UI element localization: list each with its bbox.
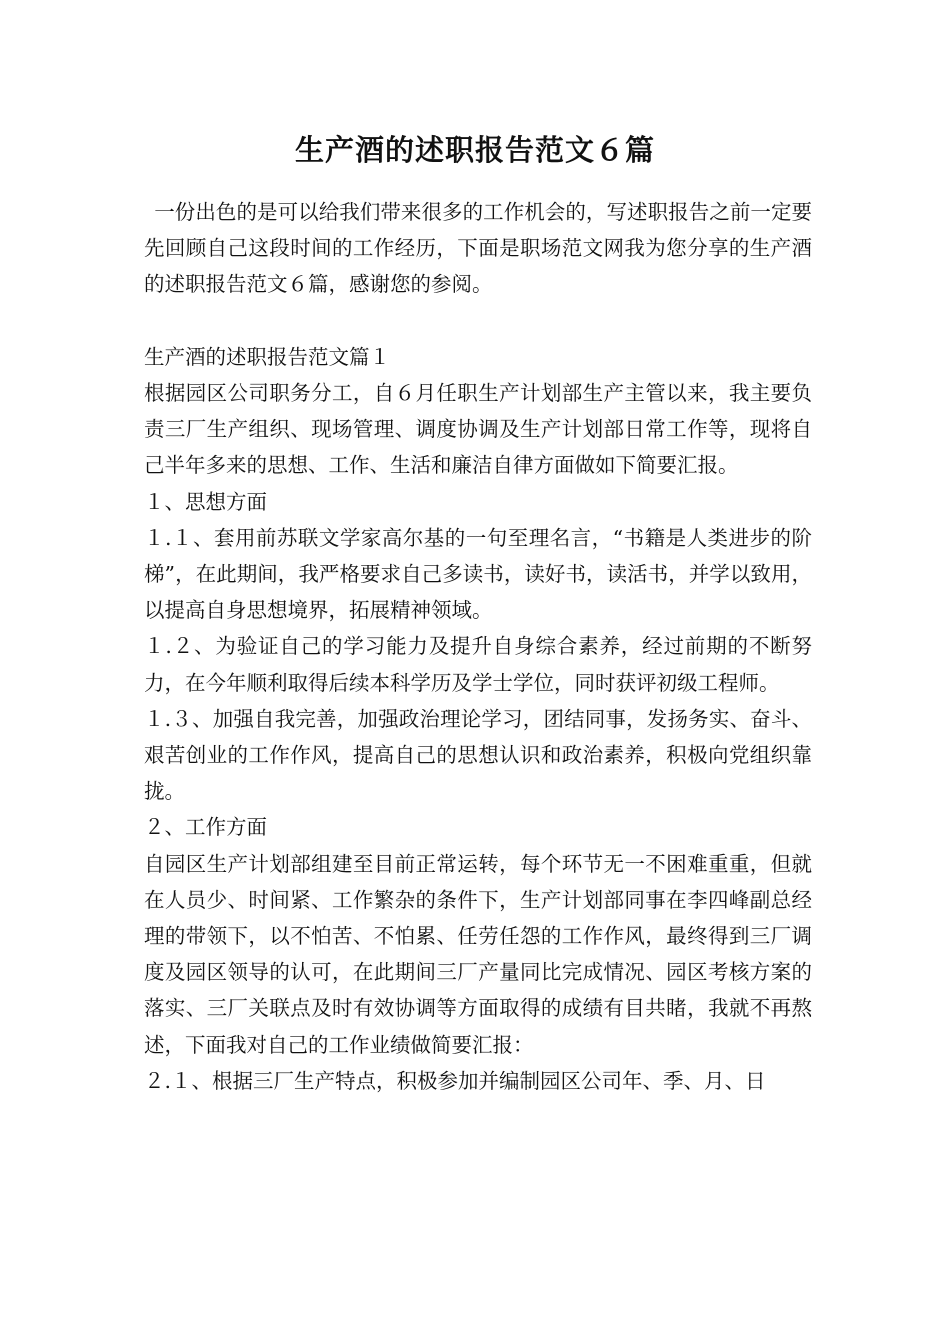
body-paragraph: １.２、为验证自己的学习能力及提升自身综合素养，经过前期的不断努力，在今年顺利取得后续本科学历及学士学位，同时获评初级工程师。: [144, 634, 812, 695]
paragraph-spacer: [144, 303, 812, 339]
body-paragraph: ２.１、根据三厂生产特点，积极参加并编制园区公司年、季、月、日: [144, 1068, 766, 1093]
body-paragraph: １.３、加强自我完善，加强政治理论学习，团结同事，发扬务实、奋斗、艰苦创业的工作作风，提高自己的思想认识和政治素养，积极向党组织靠拢。: [144, 706, 812, 804]
document-title: 生产酒的述职报告范文６篇: [294, 133, 655, 167]
intro-paragraph: 一份出色的是可以给我们带来很多的工作机会的，写述职报告之前一定要先回顾自己这段时间的工作经历，下面是职场范文网我为您分享的生产酒的述职报告范文６篇，感谢您的参阅。: [144, 200, 812, 297]
document-body: [144, 194, 812, 1099]
body-paragraph: 根据园区公司职务分工，自６月任职生产计划部生产主管以来，我主要负责三厂生产组织、现场管理、调度协调及生产计划部日常工作等，现将自己半年多来的思想、工作、生活和廉洁自律方面做如下简要汇报。: [144, 381, 812, 478]
section-heading-work: ２、工作方面: [144, 815, 267, 840]
body-paragraph: １.１、套用前苏联文学家高尔基的一句至理名言，“书籍是人类进步的阶梯”，在此期间，我严格要求自己多读书，读好书，读活书，并学以致用，以提高自身思想境界，拓展精神领域。: [144, 525, 812, 623]
body-paragraph: 自园区生产计划部组建至目前正常运转，每个环节无一不困难重重，但就在人员少、时间紧、工作繁杂的条件下，生产计划部同事在李四峰副总经理的带领下，以不怕苦、不怕累、任劳任怨的工作作风，最终得到三厂调度及园区领导的认可，在此期间三厂产量同比完成情况、园区考核方案的落实、三厂关联点及时有效协调等方面取得的成绩有目共睹，我就不再熬述，下面我对自己的工作业绩做简要汇报：: [144, 851, 812, 1057]
section-heading-thought: １、思想方面: [144, 489, 267, 514]
section-heading-article-1: 生产酒的述职报告范文篇１: [144, 344, 390, 369]
